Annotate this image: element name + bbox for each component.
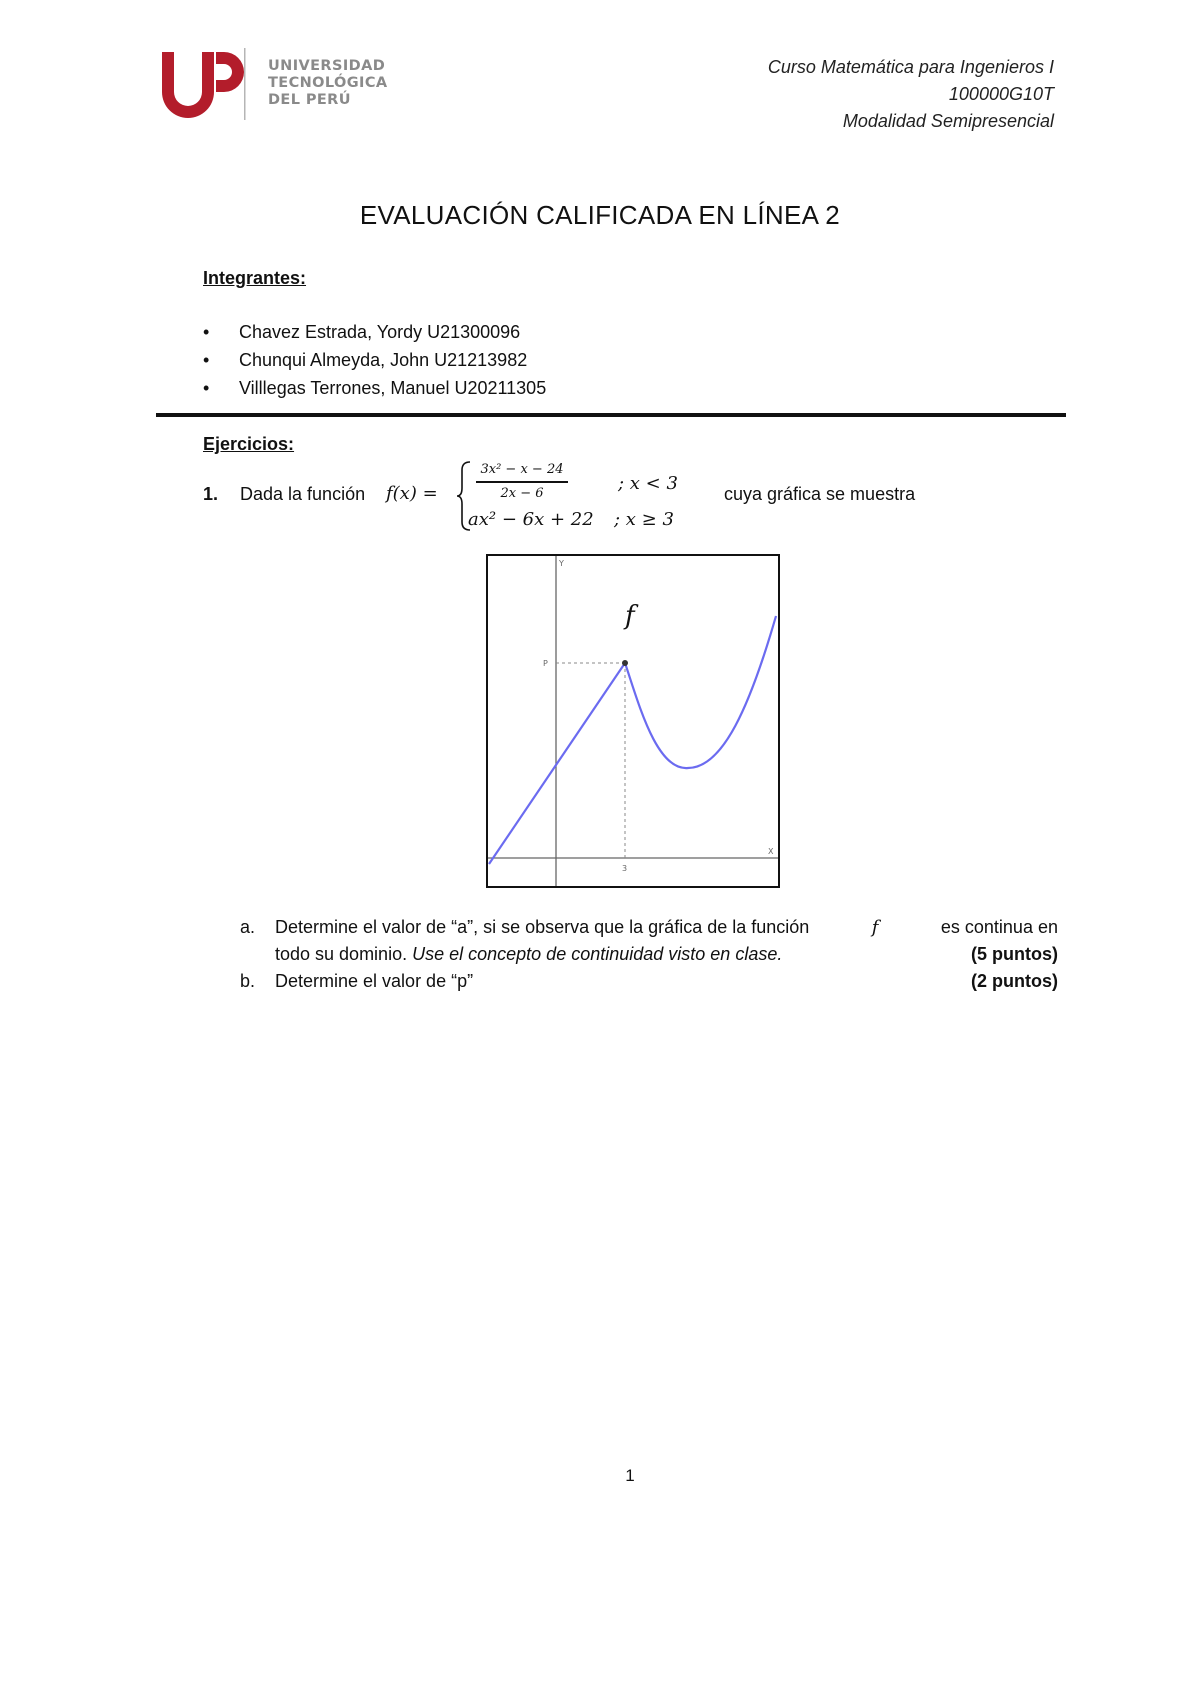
members-label: Integrantes: [203, 268, 307, 288]
x-tick-label: 3 [622, 864, 628, 873]
curve-left-piece [489, 663, 625, 864]
piece1-condition: ; x < 3 [618, 473, 678, 494]
p-label: P [543, 659, 548, 668]
university-name: UNIVERSIDAD TECNOLÓGICA DEL PERÚ [268, 58, 388, 108]
question-b-text: Determine el valor de “p” [275, 971, 474, 991]
function-graph [486, 554, 780, 888]
question-a-func: f [871, 917, 879, 938]
logo-divider [244, 48, 246, 120]
question-a-points: (5 puntos) [971, 944, 1058, 964]
course-code: 100000G10T [948, 84, 1054, 104]
question-b-points: (2 puntos) [971, 971, 1058, 991]
question-b-letter: b. [240, 971, 256, 991]
course-name: Curso Matemática para Ingenieros I [767, 57, 1054, 77]
exercises-label: Ejercicios: [203, 434, 295, 454]
question-a-letter: a. [240, 917, 256, 937]
question-a-hint: Use el concepto de continuidad visto en clase. [412, 944, 783, 964]
curve-label: f [625, 601, 635, 631]
fraction-bar [476, 481, 568, 483]
question-a-line1 [275, 914, 1058, 941]
course-info [768, 54, 1054, 135]
question-a-text-end: es continua en [940, 917, 1058, 937]
curve-right-piece [625, 616, 776, 768]
page-number: 1 [625, 1466, 635, 1485]
piece2-expression: ax² − 6x + 22 [468, 509, 594, 530]
question-a-line2 [275, 941, 782, 968]
piece2-condition: ; x ≥ 3 [614, 509, 674, 530]
course-modality: Modalidad Semipresencial [842, 111, 1054, 131]
problem-trailing: cuya gráfica se muestra [724, 484, 916, 504]
divider [156, 413, 1066, 417]
page-title: EVALUACIÓN CALIFICADA EN LÍNEA 2 [359, 200, 841, 230]
problem-intro: Dada la función [240, 484, 366, 504]
graph-canvas [488, 556, 778, 886]
problem-number: 1. [203, 484, 219, 504]
y-axis-label: Y [559, 559, 564, 568]
question-a-text: Determine el valor de “a”, si se observa que la gráfica de la función [275, 917, 810, 937]
piece1-numerator: 3x² − x − 24 [480, 462, 564, 477]
question-a-text-line2: todo su dominio. [275, 944, 408, 964]
piece1-denominator: 2x − 6 [500, 486, 544, 501]
point-p [622, 660, 628, 666]
function-name: f(x) = [386, 483, 438, 504]
utp-logo-mark [162, 52, 214, 118]
x-axis-label: X [768, 847, 774, 856]
